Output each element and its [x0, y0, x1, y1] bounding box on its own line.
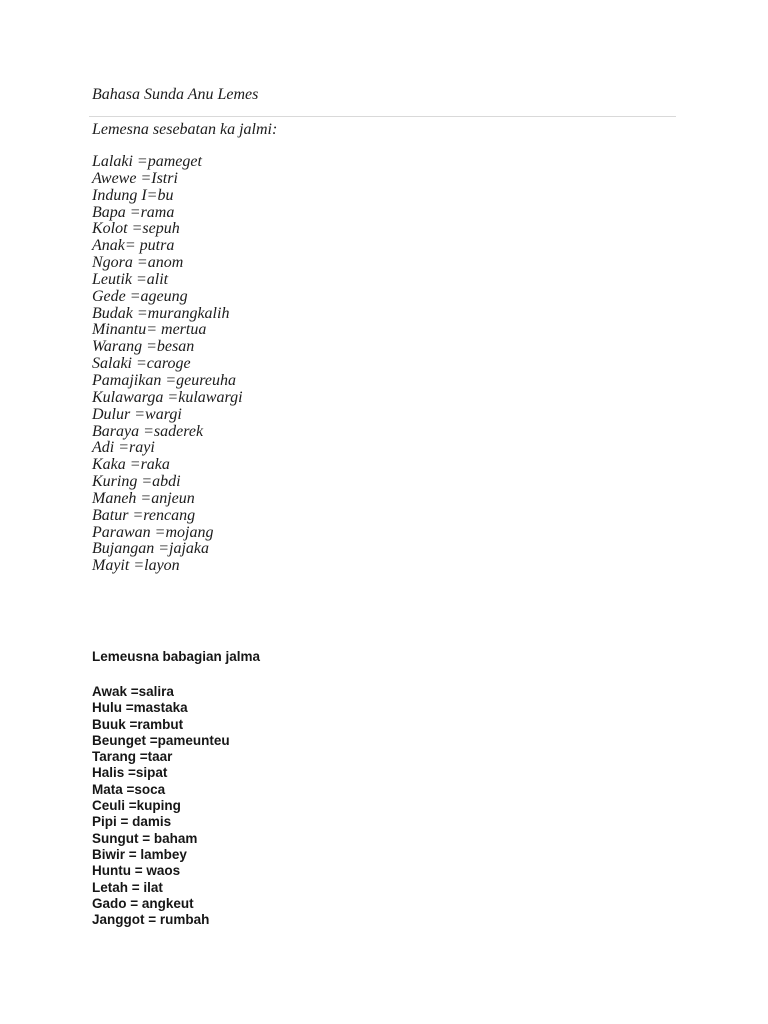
- vocab-line: Awewe =Istri: [92, 169, 178, 187]
- vocab-line: Buuk =rambut: [92, 716, 184, 732]
- vocab-line: Lalaki =pameget: [92, 153, 202, 170]
- vocab-line: Pipi = damis: [92, 814, 172, 830]
- vocab-line: Biwir = lambey: [92, 846, 187, 862]
- vocab-line: Tarang =taar: [92, 749, 173, 765]
- vocab-line: Adi =rayi: [92, 439, 155, 457]
- vocab-line: Indung I=bu: [92, 186, 174, 204]
- vocab-line: Gede =ageung: [92, 287, 188, 305]
- vocab-line: Dulur =wargi: [92, 405, 182, 423]
- vocab-line: Beunget =pameunteu: [92, 732, 230, 748]
- vocab-line: Kulawarga =kulawargi: [92, 388, 243, 406]
- vocab-line: Mayit =layon: [92, 557, 180, 575]
- vocab-line: Minantu= mertua: [92, 321, 207, 339]
- vocab-line: Batur =rencang: [92, 506, 196, 524]
- vocab-line: Bapa =rama: [92, 203, 175, 221]
- vocab-line: Anak= putra: [92, 237, 175, 255]
- vocab-line: Budak =murangkalih: [92, 304, 230, 322]
- vocab-line: Huntu = waos: [92, 863, 181, 879]
- vocab-line: Salaki =caroge: [92, 355, 191, 373]
- section2-heading: Lemeusna babagian jalma: [92, 649, 261, 664]
- vocab-line: Mata =soca: [92, 781, 166, 797]
- vocab-line: Pamajikan =geureuha: [92, 371, 236, 389]
- document-title: Bahasa Sunda Anu Lemes: [92, 86, 259, 103]
- vocab-line: Ceuli =kuping: [92, 798, 181, 814]
- vocab-line: Awak =salira: [92, 684, 174, 699]
- vocab-line: Kolot =sepuh: [92, 220, 180, 238]
- vocab-line: Ngora =anom: [92, 254, 184, 272]
- section2-vocab-list: [92, 684, 230, 928]
- vocab-line: Baraya =saderek: [92, 422, 204, 440]
- vocab-line: Maneh =anjeun: [92, 489, 195, 507]
- vocab-line: Hulu =mastaka: [92, 700, 188, 716]
- vocab-line: Kuring =abdi: [92, 473, 181, 491]
- vocab-line: Bujangan =jajaka: [92, 540, 210, 558]
- vocab-line: Halis =sipat: [92, 765, 168, 781]
- title-divider: [89, 116, 676, 117]
- vocab-line: Warang =besan: [92, 338, 195, 356]
- section1-vocab-list: [92, 154, 243, 575]
- vocab-line: Sungut = baham: [92, 830, 198, 846]
- vocab-line: Parawan =mojang: [92, 523, 214, 541]
- vocab-line: Kaka =raka: [92, 456, 170, 474]
- vocab-line: Leutik =alit: [92, 270, 169, 288]
- vocab-line: Letah = ilat: [92, 879, 163, 895]
- vocab-line: Janggot = rumbah: [92, 912, 210, 928]
- vocab-line: Gado = angkeut: [92, 895, 194, 911]
- section1-heading: Lemesna sesebatan ka jalmi:: [92, 121, 278, 138]
